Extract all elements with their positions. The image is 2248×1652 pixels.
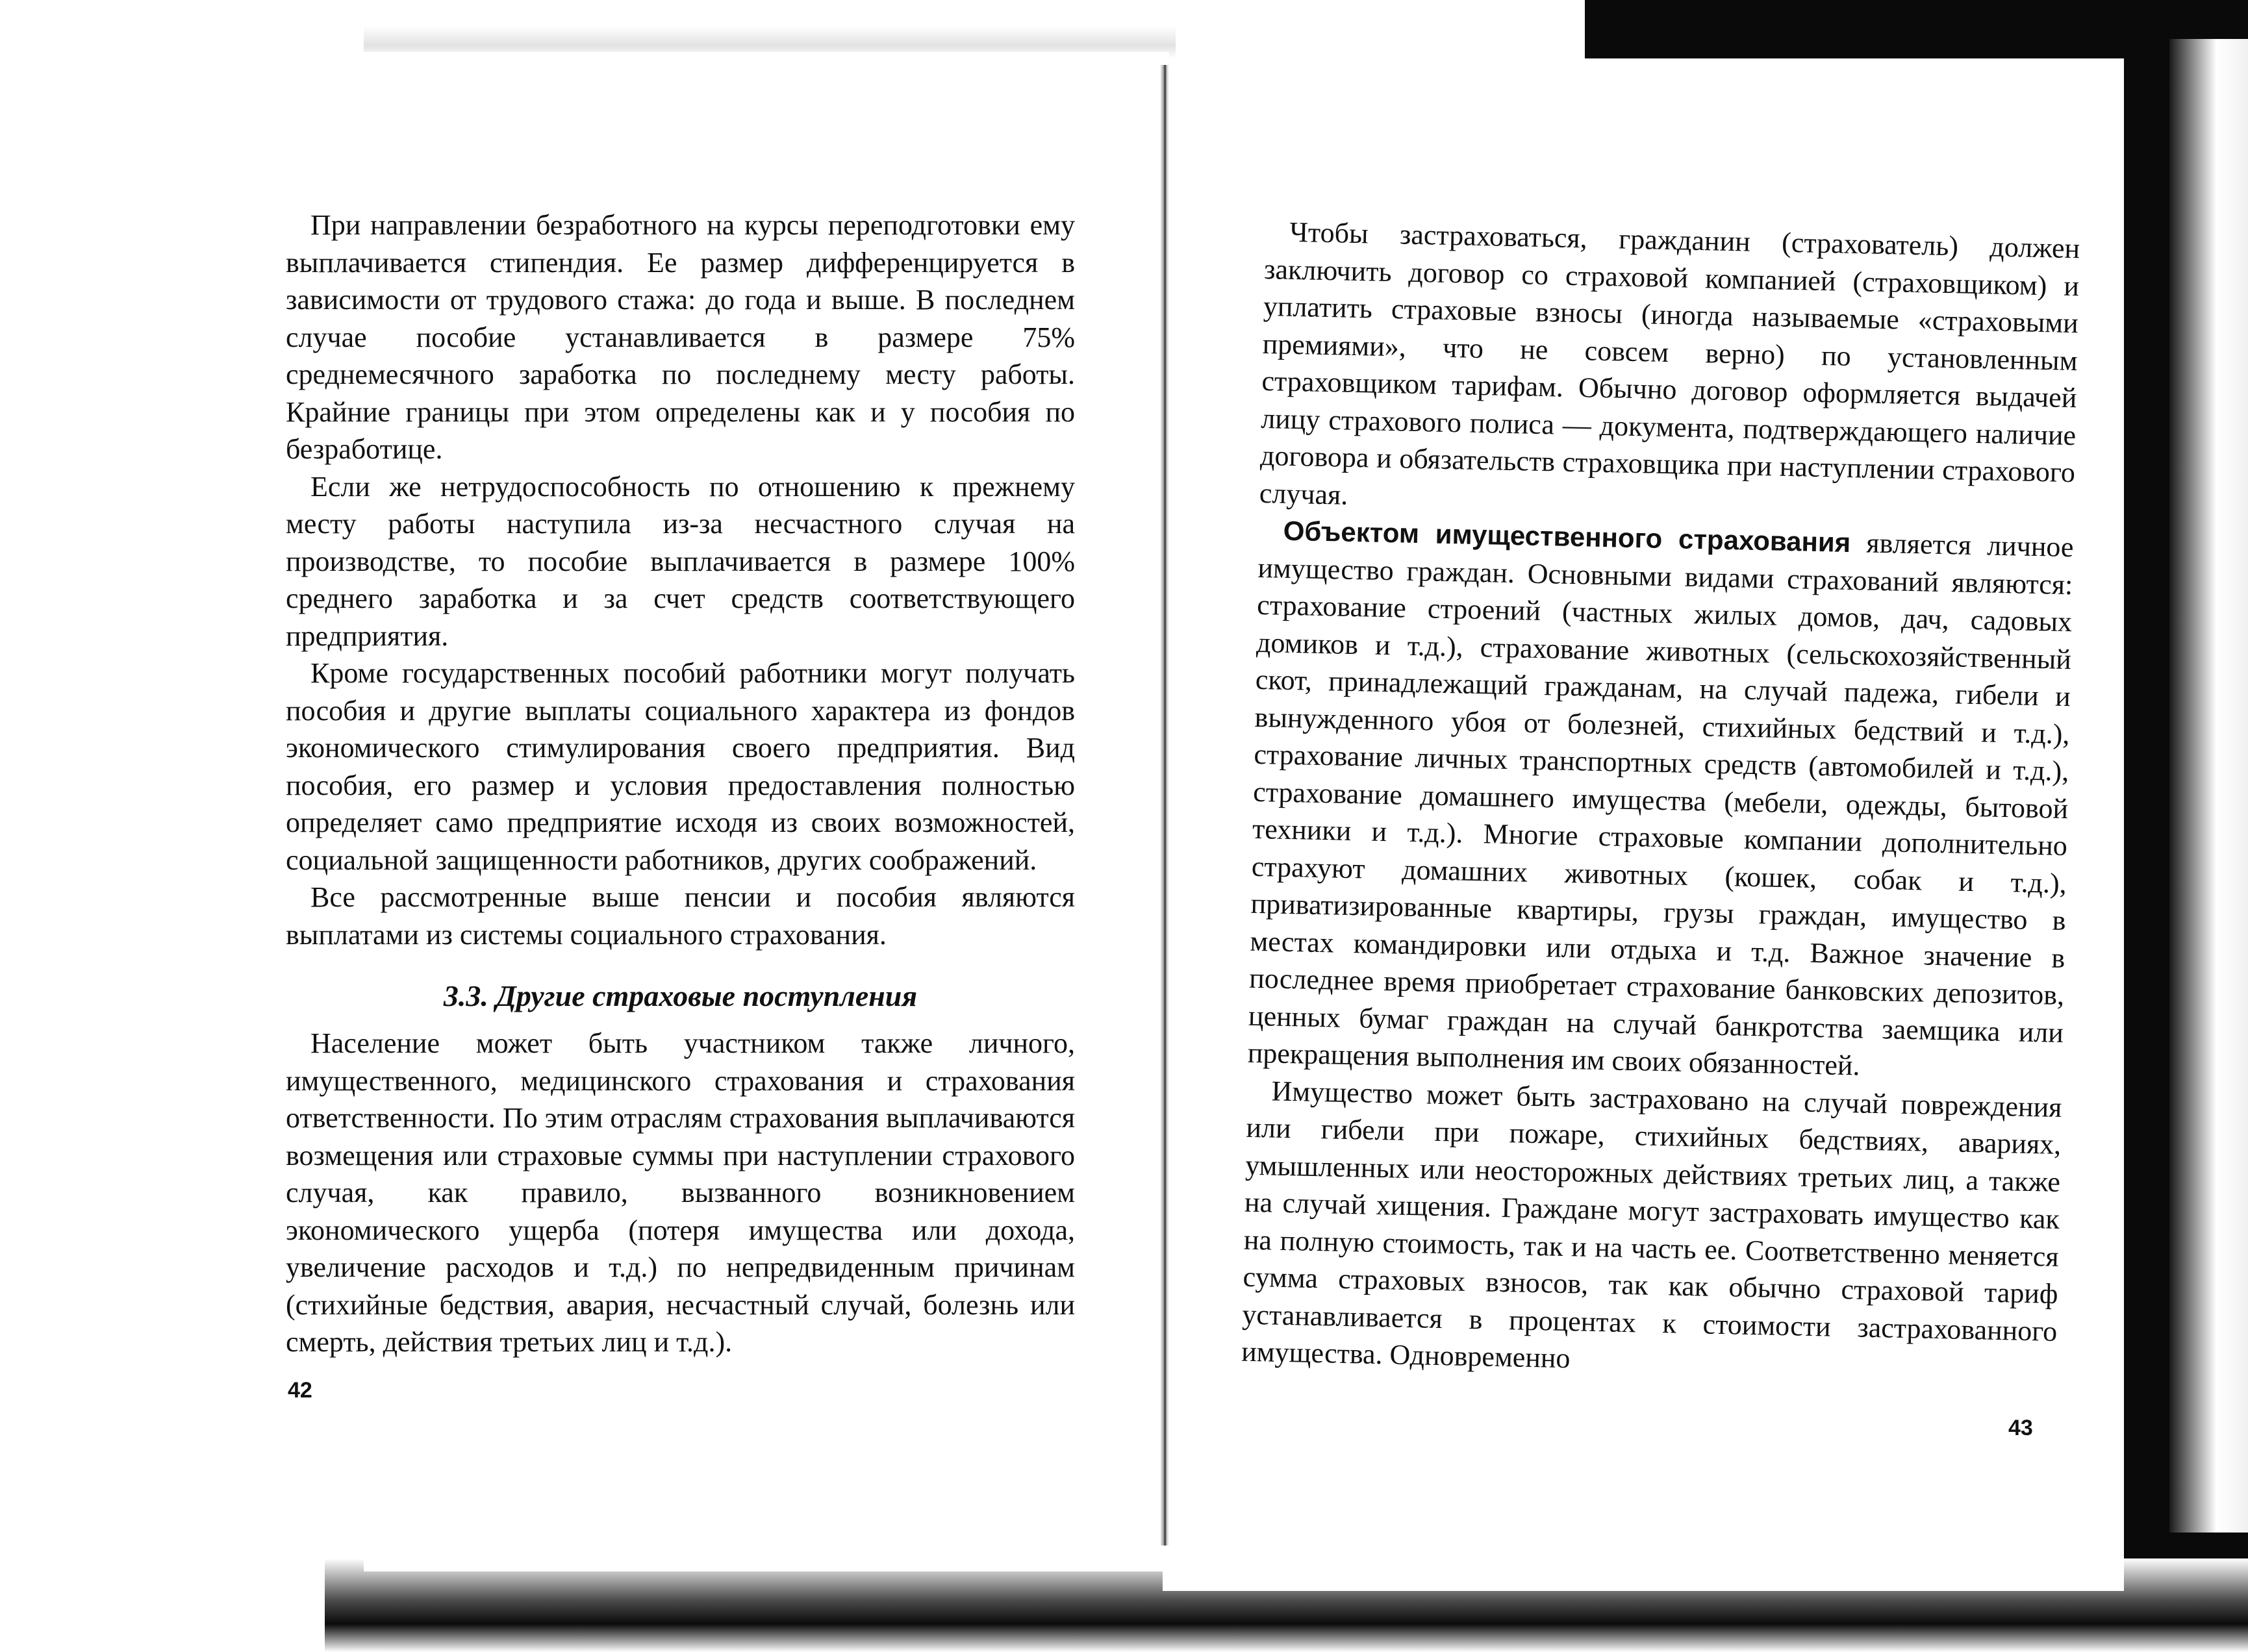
left-paragraph-2: Если же нетрудоспособность по отношению к прежнему месту работы наступила из-за несчастного случая на производстве, то пособие выплачивается в размере 100% среднего заработка и за счет средств соответствующего предприятия. — [286, 470, 1075, 652]
left-page-text — [286, 206, 1075, 1361]
bold-term: Объектом имущественного страхования — [1283, 515, 1851, 558]
page-number-left: 42 — [288, 1378, 312, 1403]
left-paragraph-4: Все рассмотренные выше пенсии и пособия являются выплатами из системы социального страхования. — [286, 881, 1075, 951]
page-number-right: 43 — [2008, 1416, 2033, 1440]
right-paragraph-3: Имущество может быть застраховано на случай повреждения или гибели при пожаре, стихийных бедствиях, авариях, умышленных или неосторожных действиях третьих лиц, а также на случай хищения. Граждане могут застраховать имущество как на полную стоимость, так и на часть ее. Соответственно меняется сумма страховых взносов, так как обычно страховой тариф устанавливается в процентах к стоимости застрахованного имущества. Одновременно — [1241, 1075, 2062, 1375]
right-page-text — [1241, 213, 2080, 1387]
scan-shadow-right-edge — [2169, 39, 2248, 1533]
right-paragraph-1: Чтобы застраховаться, гражданин (страхователь) должен заключить договор со страховой компанией (страховщиком) и уплатить страховые взносы (иногда называемые «страховыми премиями», что не совсем верно) по установленным страховщиком тарифам. Обычно договор оформляется выдачей лицу страхового полиса — документа, подтверждающего наличие договора и обязательств страховщика при наступлении страхового случая. — [1259, 216, 2080, 511]
book-gutter — [1160, 65, 1169, 1546]
right-paragraph-2-text: является личное имущество граждан. Основными видами страхований являются: страхование строений (частных жилых домов, дач, садовых домиков и т.д.), страхование животных (сельскохозяйственный скот, принадлежащий гражданам, на случай падежа, гибели и вынужденного убоя от болезней, стихийных бедствий и т.д.), страхование личных транспортных средств (автомобилей и т.д.), страхование домашнего имущества (мебели, одежды, бытовой техники и т.д.). Многие страховые компании дополнительно страхуют домашних животных (кошек, собак и т.д.), приватизированные квартиры, грузы граждан, имущество в местах командировки или отдыха и т.д. Важное значение в последнее время приобретает страхование банковских депозитов, ценных бумаг граждан на случай банкротства заемщика или прекращения выполнения им своих обязанностей. — [1247, 526, 2075, 1082]
left-paragraph-1: При направлении безработного на курсы переподготовки ему выплачивается стипендия. Ее размер дифференцируется в зависимости от трудового стажа: до года и выше. В последнем случае пособие устанавливается в размере 75% среднемесячного заработка по последнему месту работы. Крайние границы при этом определены как и у пособия по безработице. — [286, 209, 1075, 465]
right-paragraph-2 — [1247, 512, 2074, 1089]
left-paragraph-5: Население может быть участником также личного, имущественного, медицинского страхования и страхования ответственности. По этим отраслям страхования выплачиваются возмещения или страховые суммы при наступлении страхового случая, как правило, вызванного возникновением экономического ущерба (потеря имущества или дохода, увеличение расходов и т.д.) по непредвиденным причинам (стихийные бедствия, авария, несчастный случай, болезнь или смерть, действия третьих лиц и т.д.). — [286, 1027, 1075, 1358]
left-paragraph-3: Кроме государственных пособий работники могут получать пособия и другие выплаты социального характера из фондов экономического стимулирования своего предприятия. Вид пособия, его размер и условия предоставления полностью определяет само предприятие исходя из своих возможностей, социальной защищенности работников, других соображений. — [286, 657, 1075, 876]
section-heading: 3.3. Другие страховые поступления — [443, 979, 918, 1012]
